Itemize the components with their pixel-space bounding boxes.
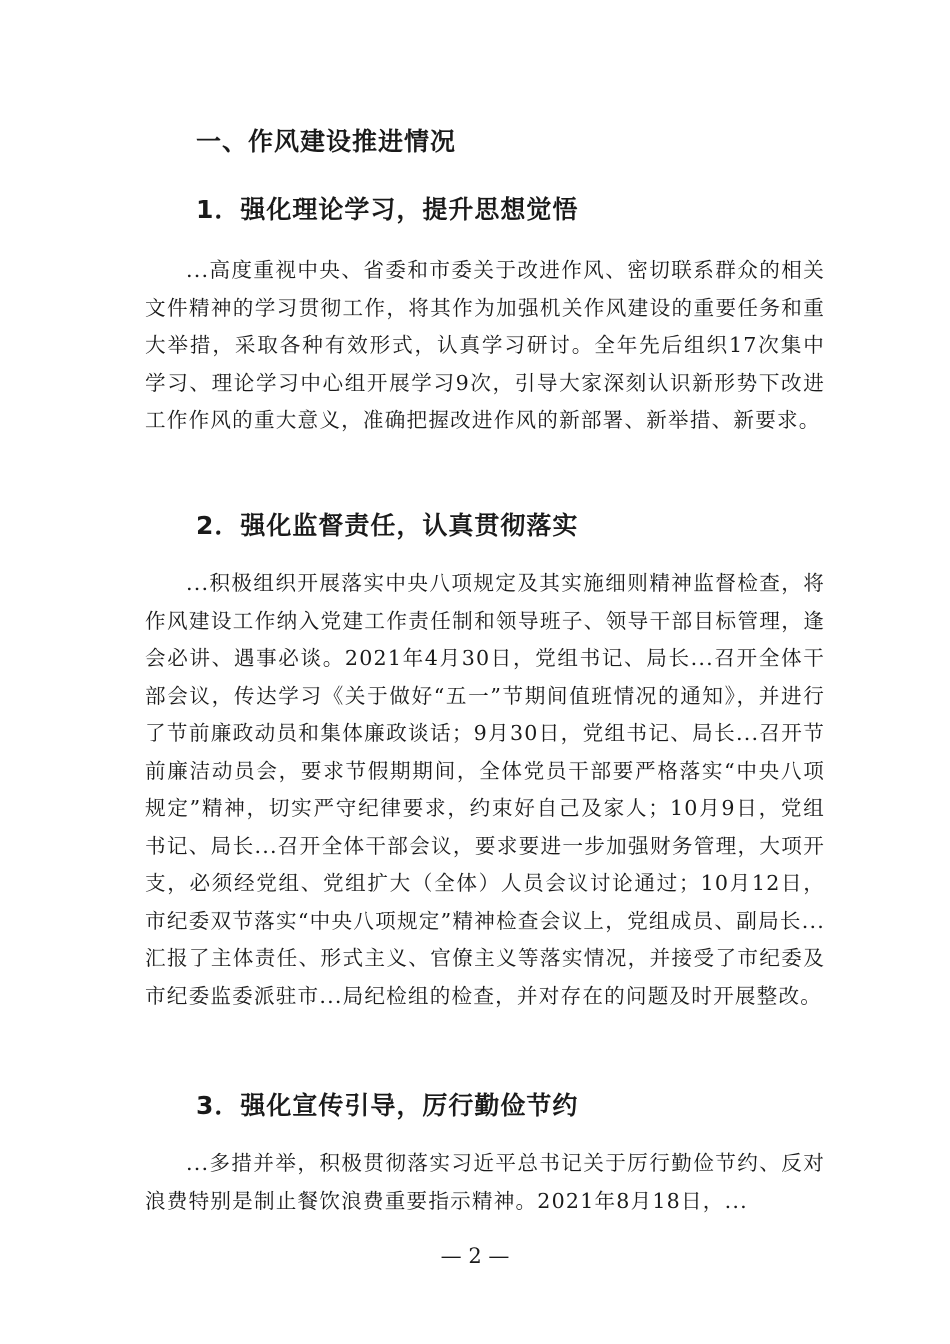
subheading-1: 1．强化理论学习，提升思想觉悟	[196, 195, 579, 224]
paragraph-1: ...高度重视中央、省委和市委关于改进作风、密切联系群众的相关文件精神的学习贯彻工作，将其作为加强机关作风建设的重要任务和重大举措，采取各种有效形式，认真学习研讨。全年先后组织17次集中学习、理论学习中心组开展学习9次，引导大家深刻认识新形势下改进工作作风的重大意义，准确把握改进作风的新部署、新举措、新要求。	[145, 258, 825, 432]
paragraph-2: ...积极组织开展落实中央八项规定及其实施细则精神监督检查，将作风建设工作纳入党建工作责任制和领导班子、领导干部目标管理，逢会必讲、遇事必谈。2021年4月30日，党组书记、局长...召开全体干部会议，传达学习《关于做好“五一”节期间值班情况的通知》，并进行了节前廉政动员和集体廉政谈话；9月30日，党组书记、局长...召开节前廉洁动员会，要求节假期期间，全体党员干部要严格落实“中央八项规定”精神，切实严守纪律要求，约束好自己及家人；10月9日，党组书记、局长...召开全体干部会议，要求要进一步加强财务管理，大项开支，必须经党组、党组扩大（全体）人员会议讨论通过；10月12日，市纪委双节落实“中央八项规定”精神检查会议上，党组成员、副局长...汇报了主体责任、形式主义、官僚主义等落实情况，并接受了市纪委及市纪委监委派驻市...局纪检组的检查，并对存在的问题及时开展整改。	[145, 571, 825, 1008]
subheading-2: 2．强化监督责任，认真贯彻落实	[196, 511, 579, 540]
subheading-3: 3．强化宣传引导，厉行勤俭节约	[196, 1091, 579, 1120]
section-title: 一、作风建设推进情况	[196, 127, 457, 156]
page-number: — 2 —	[440, 1244, 510, 1268]
paragraph-3: ...多措并举，积极贯彻落实习近平总书记关于厉行勤俭节约、反对浪费特别是制止餐饮浪费重要指示精神。2021年8月18日，...	[145, 1151, 825, 1213]
